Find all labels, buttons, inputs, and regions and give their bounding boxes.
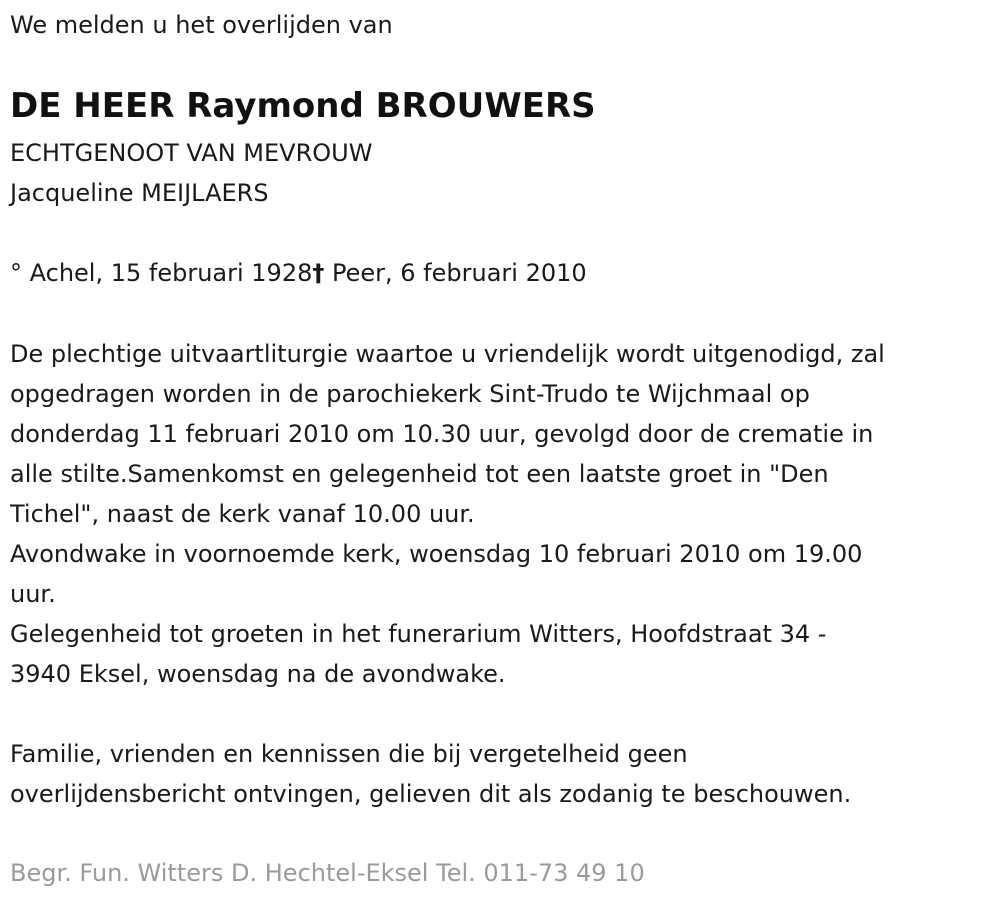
funeral-line: Tichel", naast de kerk vanaf 10.00 uur. xyxy=(10,500,475,528)
funeral-line: opgedragen worden in de parochiekerk Sint-Trudo te Wijchmaal op xyxy=(10,380,810,408)
intro-text: We melden u het overlijden van xyxy=(10,11,393,39)
funeral-line: De plechtige uitvaartliturgie waartoe u vriendelijk wordt uitgenodigd, zal xyxy=(10,340,885,368)
birth-info: ° Achel, 15 februari 1928 xyxy=(10,259,313,287)
notice-line: Familie, vrienden en kennissen die bij vergetelheid geen xyxy=(10,740,688,768)
spouse-name: Jacqueline MEIJLAERS xyxy=(10,179,269,207)
visitation-line: Gelegenheid tot groeten in het funerarium Witters, Hoofdstraat 34 - xyxy=(10,620,827,648)
life-dates xyxy=(10,256,587,290)
notice-line: overlijdensbericht ontvingen, gelieven dit als zodanig te beschouwen. xyxy=(10,780,852,808)
spouse-label: ECHTGENOOT VAN MEVROUW xyxy=(10,139,373,167)
funeral-line: alle stilte.Samenkomst en gelegenheid tot een laatste groet in "Den xyxy=(10,460,829,488)
wake-line: uur. xyxy=(10,580,56,608)
cross-icon: † xyxy=(312,259,325,287)
funeral-home-footer: Begr. Fun. Witters D. Hechtel-Eksel Tel. 011-73 49 10 xyxy=(10,859,645,887)
visitation-line: 3940 Eksel, woensdag na de avondwake. xyxy=(10,660,506,688)
deceased-name: DE HEER Raymond BROUWERS xyxy=(10,86,596,126)
wake-line: Avondwake in voornoemde kerk, woensdag 10 februari 2010 om 19.00 xyxy=(10,540,863,568)
death-info: Peer, 6 februari 2010 xyxy=(324,259,587,287)
funeral-line: donderdag 11 februari 2010 om 10.30 uur, gevolgd door de crematie in xyxy=(10,420,874,448)
